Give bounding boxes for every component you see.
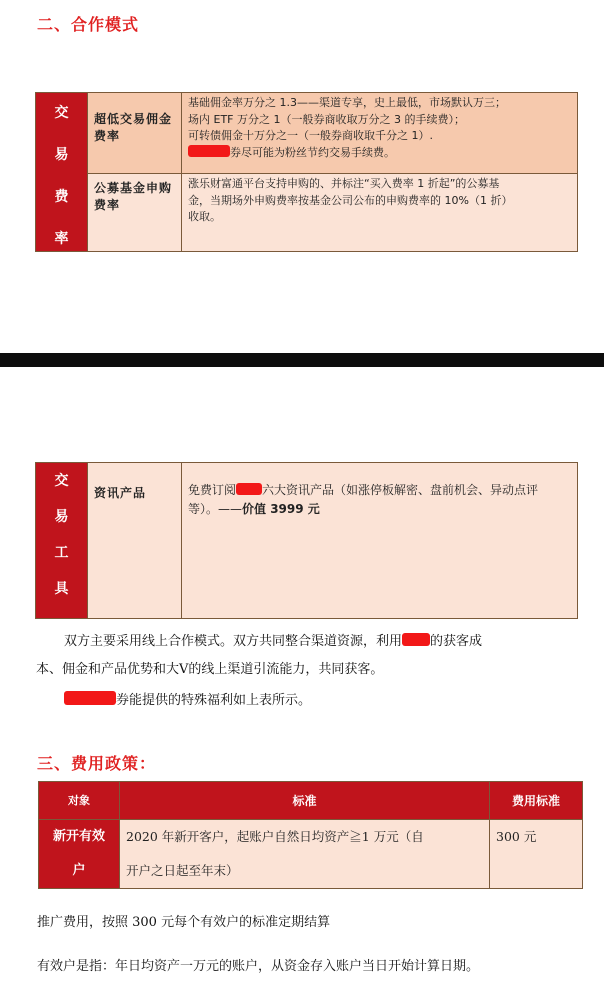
side-char: 工 — [54, 545, 69, 561]
table-header-row — [39, 782, 583, 820]
target-line: 户 — [72, 863, 86, 878]
side-label-tools — [36, 463, 88, 619]
category-fund-purchase: 公募基金申购费率 — [88, 174, 182, 252]
cooperation-paragraph-line2: 本、佣金和产品优势和大V的线上渠道引流能力，共同获客。 — [36, 662, 384, 677]
trading-tools-table — [35, 462, 578, 619]
desc-line — [188, 481, 573, 500]
side-char: 具 — [54, 581, 69, 597]
desc-line: 基础佣金率万分之 1.3——渠道专享，史上最低，市场默认万三； — [188, 96, 506, 109]
redaction-mark — [188, 145, 230, 157]
target-line: 新开有效 — [52, 829, 105, 844]
desc-line: 涨乐财富通平台支持申购的、并标注“买入费率 1 折起”的公募基 — [188, 177, 500, 190]
cooperation-paragraph-line1 — [64, 630, 482, 649]
header-fee-standard: 费用标准 — [490, 782, 583, 820]
category-commission: 超低交易佣金费率 — [88, 93, 182, 174]
standard-line: 开户之日起至年末） — [126, 863, 239, 878]
section3-title: 三、费用政策： — [37, 754, 157, 773]
desc-line — [188, 500, 573, 519]
side-char: 率 — [54, 231, 69, 247]
table-row — [39, 820, 583, 889]
table-row — [36, 93, 578, 174]
target-new-valid-account — [39, 820, 120, 889]
table-row — [36, 463, 578, 619]
desc-text: 免费订阅 — [188, 483, 237, 497]
standard-line: 2020 年新开客户，起账户自然日均资产≧1 万元（自 — [126, 829, 424, 844]
fee-policy-table — [38, 781, 583, 889]
side-char: 交 — [54, 473, 69, 489]
redaction-mark — [236, 483, 262, 495]
standard-description — [120, 820, 490, 889]
side-char: 易 — [54, 147, 69, 163]
valid-account-definition: 有效户是指：年日均资产一万元的账户，从资金存入账户当日开始计算日期。 — [37, 959, 480, 974]
redaction-mark — [402, 633, 430, 646]
desc-line: 收取。 — [188, 210, 221, 223]
redaction-mark — [64, 691, 116, 705]
desc-line: 场内 ETF 万分之 1（一般券商收取万分之 3 的手续费）； — [188, 112, 465, 126]
commission-description — [182, 93, 578, 174]
category-info-products: 资讯产品 — [88, 463, 182, 619]
desc-line: 可转债佣金十万分之一（一般券商收取千分之 1）. — [188, 129, 433, 142]
settlement-note: 推广费用，按照 300 元每个有效户的标准定期结算 — [37, 915, 331, 930]
para-text: 券能提供的特殊福利如上表所示。 — [116, 693, 312, 708]
trading-fee-table — [35, 92, 578, 252]
fee-amount: 300 元 — [490, 820, 583, 889]
desc-text: 等）。—— — [188, 502, 243, 516]
fund-purchase-description — [182, 174, 578, 252]
side-char: 交 — [54, 105, 69, 121]
table-row — [36, 174, 578, 252]
desc-line-text: 券尽可能为粉丝节约交易手续费。 — [230, 145, 395, 159]
header-standard: 标准 — [120, 782, 490, 820]
side-char: 易 — [54, 509, 69, 525]
desc-line: 金，当期场外申购费率按基金公司公布的申购费率的 10%（1 折） — [188, 193, 513, 207]
para-text: 的获客成 — [430, 634, 483, 649]
side-char: 费 — [54, 189, 69, 205]
side-label-fee — [36, 93, 88, 252]
desc-text: 六大资讯产品（如涨停板解密、盘前机会、异动点评 — [262, 483, 539, 497]
value-highlight: 价值 3999 元 — [242, 502, 320, 516]
info-products-description — [182, 463, 578, 619]
header-object: 对象 — [39, 782, 120, 820]
para-text: 双方主要采用线上合作模式。双方共同整合渠道资源，利用 — [64, 634, 403, 649]
desc-line — [188, 145, 573, 162]
page-divider-bar — [0, 353, 604, 367]
benefits-note — [64, 689, 311, 708]
section2-title: 二、合作模式 — [37, 15, 140, 34]
